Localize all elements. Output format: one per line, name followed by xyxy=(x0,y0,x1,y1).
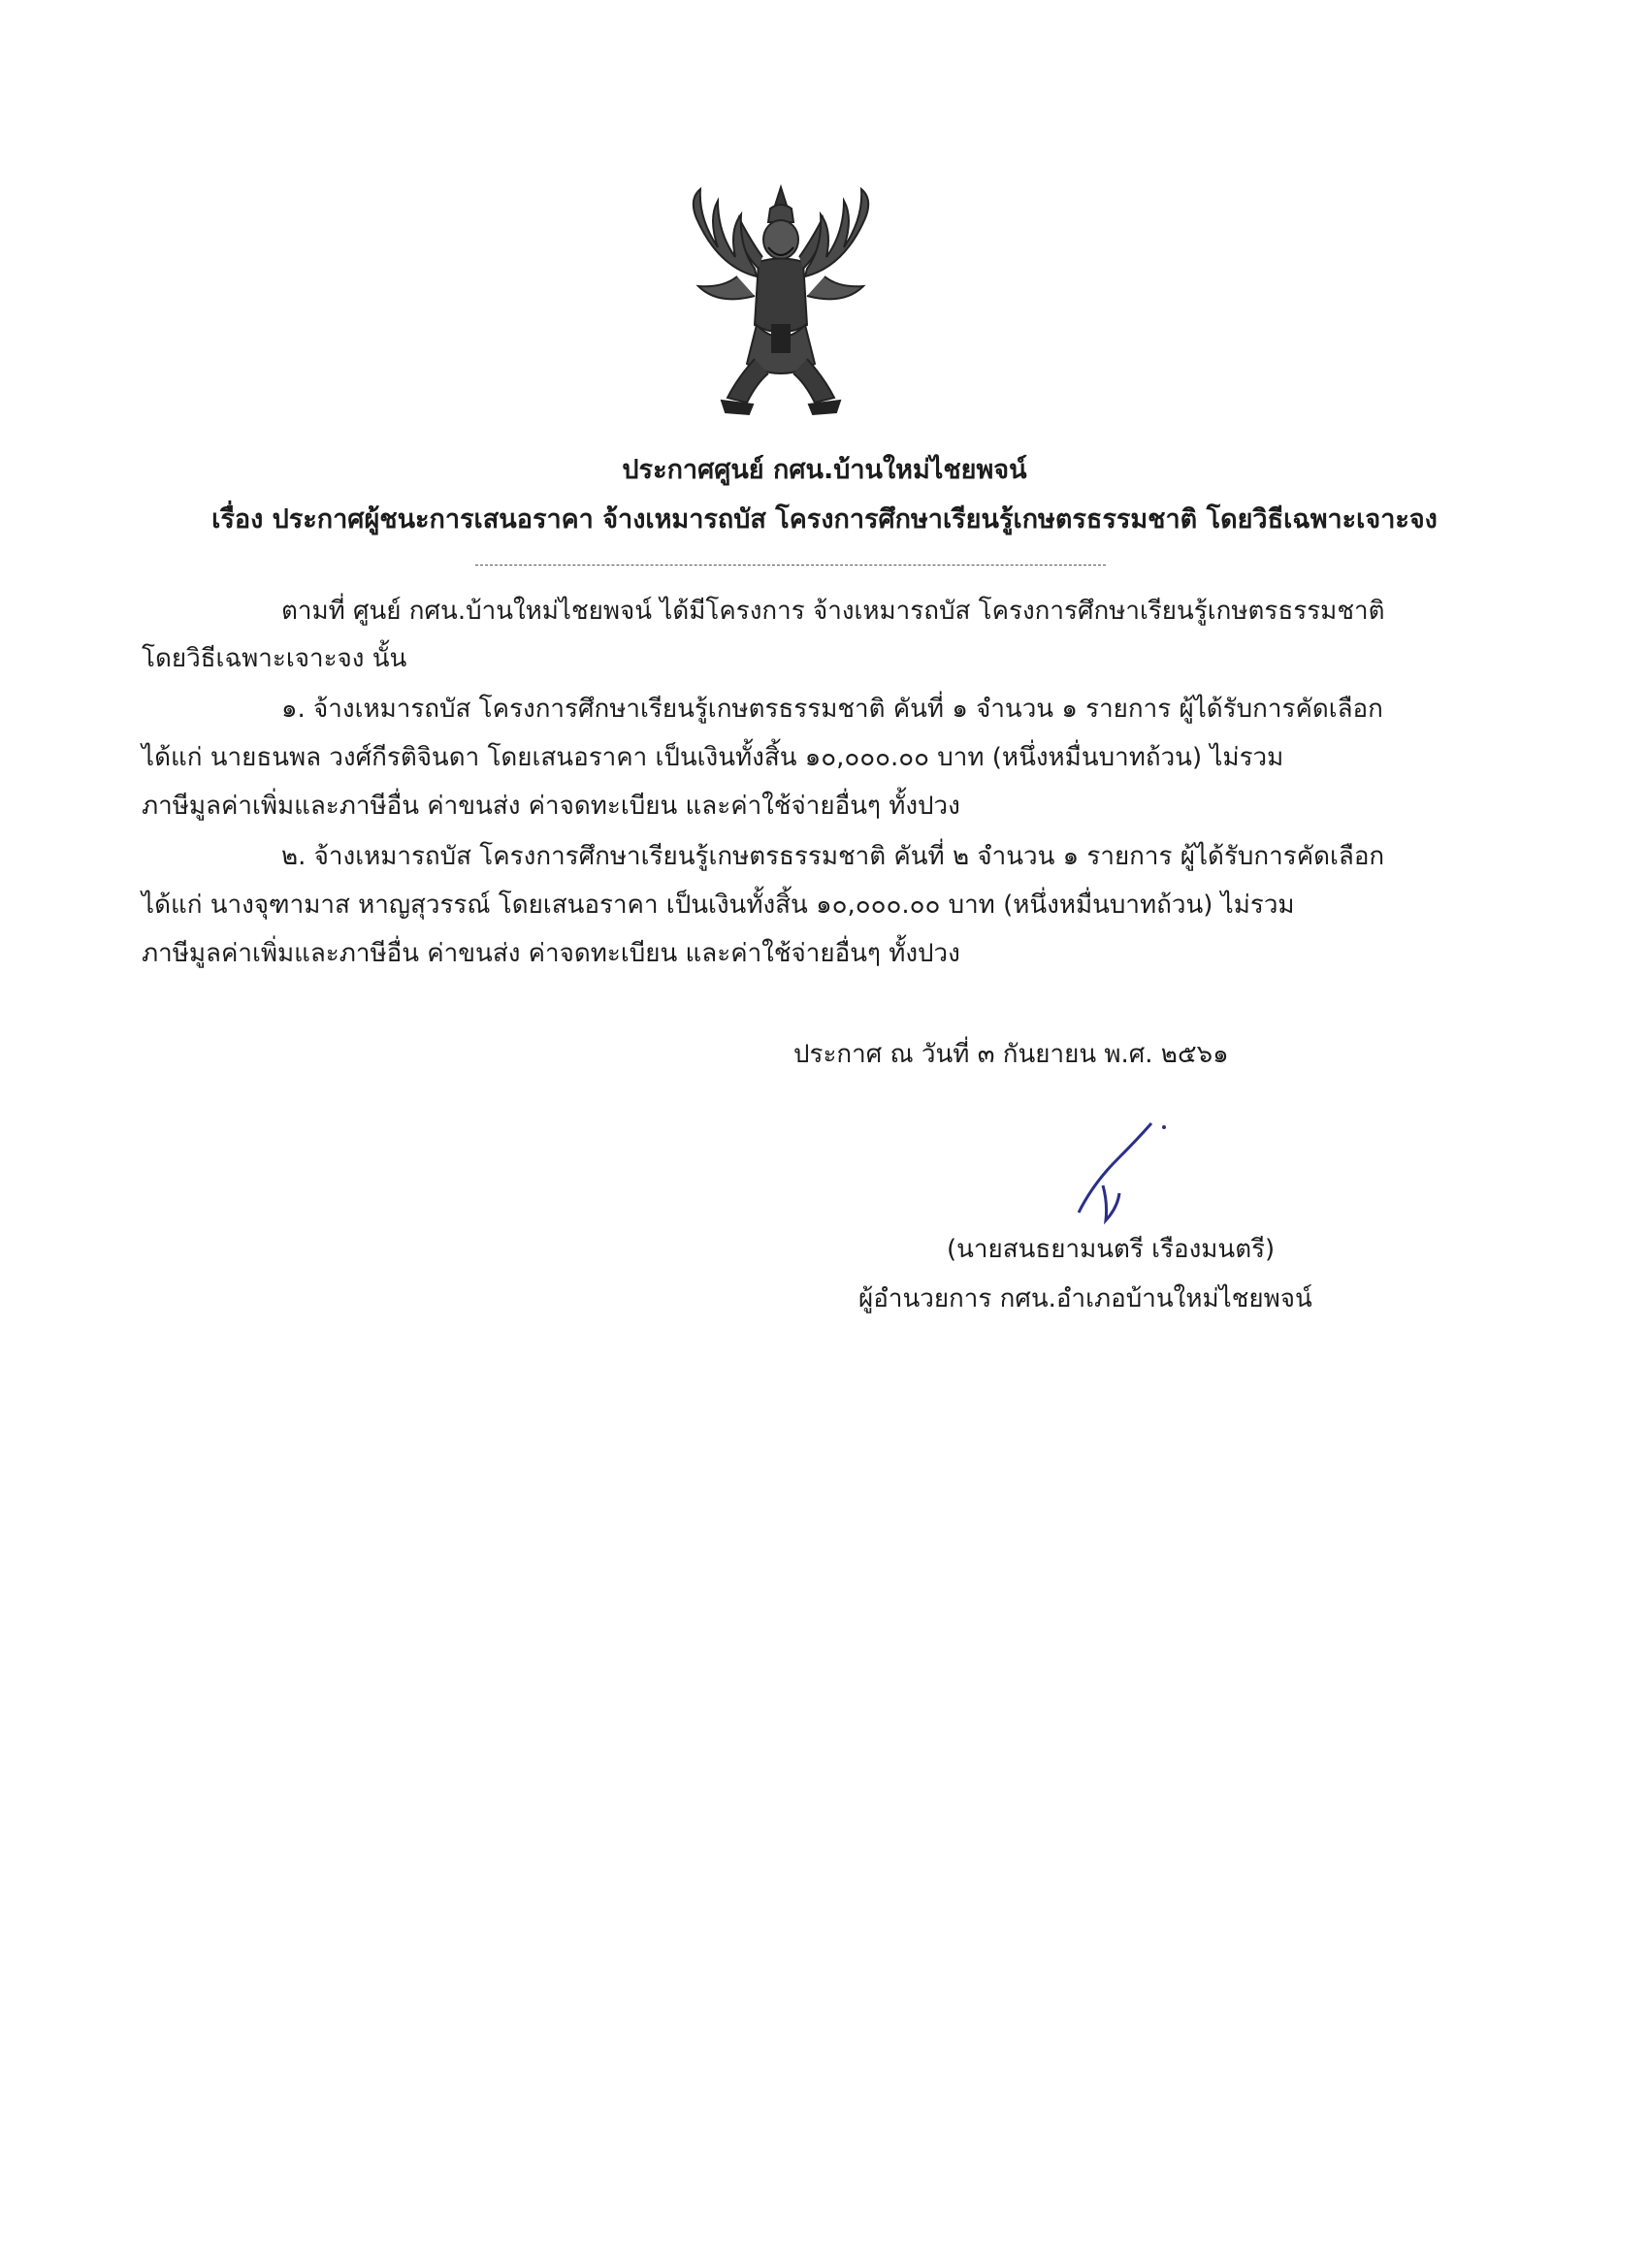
body-line: ตามที่ ศูนย์ กศน.บ้านใหม่ไชยพจน์ ได้มีโครงการ จ้างเหมารถบัส โครงการศึกษาเรียนรู้เกษตรธรรมชาติ xyxy=(281,597,1385,626)
announcement-subject: เรื่อง ประกาศผู้ชนะการเสนอราคา จ้างเหมารถบัส โครงการศึกษาเรียนรู้เกษตรธรรมชาติ โดยวิธีเฉพาะเจาะจง xyxy=(211,504,1438,535)
body-line: ภาษีมูลค่าเพิ่มและภาษีอื่น ค่าขนส่ง ค่าจดทะเบียน และค่าใช้จ่ายอื่นๆ ทั้งปวง xyxy=(142,792,960,821)
signature-icon xyxy=(1059,1116,1176,1227)
announcement-title: ประกาศศูนย์ กศน.บ้านใหม่ไชยพจน์ xyxy=(622,455,1027,485)
announcement-date: ประกาศ ณ วันที่ ๓ กันยายน พ.ศ. ๒๕๖๑ xyxy=(793,1040,1229,1069)
signer-name: (นายสนธยามนตรี เรืองมนตรี) xyxy=(947,1235,1276,1264)
garuda-emblem-icon xyxy=(679,179,883,422)
body-line: ได้แก่ นางจุฑามาส หาญสุวรรณ์ โดยเสนอราคา เป็นเงินทั้งสิ้น ๑๐,๐๐๐.๐๐ บาท (หนึ่งหมื่นบาทถ้วน) ไม่รวม xyxy=(142,891,1295,920)
body-line: ได้แก่ นายธนพล วงศ์กีรติจินดา โดยเสนอราคา เป็นเงินทั้งสิ้น ๑๐,๐๐๐.๐๐ บาท (หนึ่งหมื่นบาทถ้วน) ไม่รวม xyxy=(142,743,1284,772)
body-line: ๒. จ้างเหมารถบัส โครงการศึกษาเรียนรู้เกษตรธรรมชาติ คันที่ ๒ จำนวน ๑ รายการ ผู้ได้รับการคัดเลือก xyxy=(281,842,1385,871)
signer-position: ผู้อำนวยการ กศน.อำเภอบ้านใหม่ไชยพจน์ xyxy=(858,1284,1312,1313)
body-line: ๑. จ้างเหมารถบัส โครงการศึกษาเรียนรู้เกษตรธรรมชาติ คันที่ ๑ จำนวน ๑ รายการ ผู้ได้รับการคัดเลือก xyxy=(281,695,1383,724)
body-line: ภาษีมูลค่าเพิ่มและภาษีอื่น ค่าขนส่ง ค่าจดทะเบียน และค่าใช้จ่ายอื่นๆ ทั้งปวง xyxy=(142,939,960,968)
divider xyxy=(475,565,1106,566)
body-line: โดยวิธีเฉพาะเจาะจง นั้น xyxy=(142,644,407,673)
